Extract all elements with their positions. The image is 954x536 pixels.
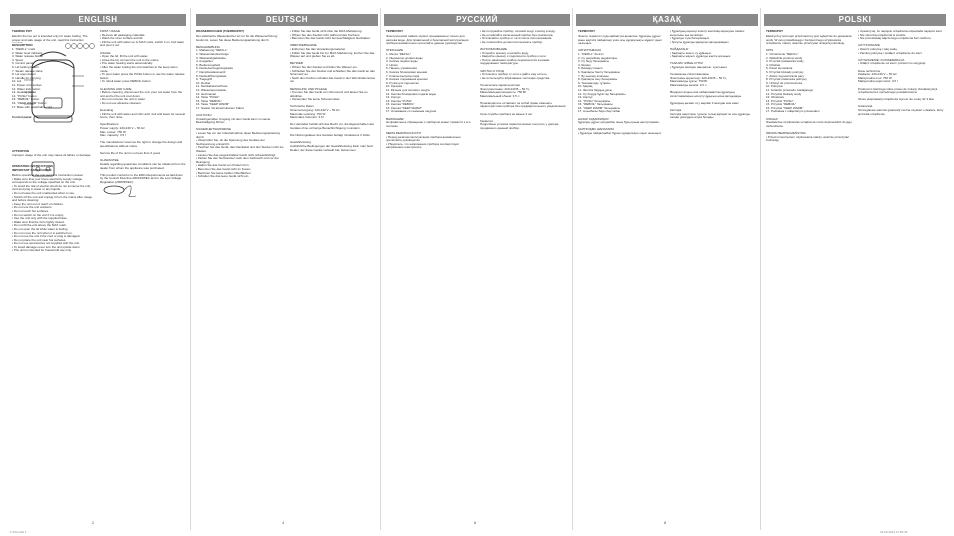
- page-divider: [760, 8, 761, 530]
- russian-body-col1: Электрический чайник-термос предназначен только для нагрева воды. Для правильной и безопасной эксплуатации прибора внимательно прочитайте данное руководство. ОПИСАНИЕ 1. Метка "REFILL" 2. Индикатор уровня воды 3. Кнопка подачи воды 4. Носик 5. Панель управления 6. Кнопка блокировки крышки 7. Клапан выпуска пара 8. Кнопка открывания крышки 9. Ручка для переноски 10. Крышка 11. Разъем для сетевого шнура 12. Кнопка блокировки подачи воды 13. Корпус 14. Кнопка "PUSH" 15. Кнопка "REBOIL" 16. Кнопка "KEEP WARM" 17. Основание со съемным шнуром ВНИМАНИЕ! Неправильное обращение с прибором может привести к его поломке. МЕРЫ БЕЗОПАСНОСТИ • Перед началом эксплуатации прибора внимательно прочитайте руководство. • Убедитесь, что напряжение прибора соответствует напряжению электросети.: [386, 35, 471, 150]
- header-deutsch: DEUTSCH: [196, 14, 378, 26]
- polski-body-col2: • Upewnij się, że napięcie urządzenia odpowiada napięciu sieci. • Nie zanurzaj urządzenia w wodzie. • Nie pozostawiaj włączonego urządzenia bez nadzoru. UŻYTKOWANIE • Otwórz pokrywę i wlej wodę. • Zamknij pokrywę i podłącz urządzenie do sieci. CZYSZCZENIE I KONSERWACJA • Odłącz urządzenie od sieci i pozwól mu ostygnąć. Dane techniczne Zasilanie: 220-240 V ~ 50 Hz Maksymalna moc: 750 W Maksymalna pojemność: 3,5 l Producent zastrzega sobie prawo do zmiany charakterystyk urządzenia bez uprzedniego powiadomienia. Okres eksploatacji urządzenia wynosi nie mniej niż 3 lata Gwarancja Szczegółowe warunki gwarancji można uzyskać u dealera, który sprzedał urządzenie.: [858, 30, 944, 116]
- page-divider: [572, 8, 573, 530]
- english-description-title: DESCRIPTION: [12, 44, 33, 47]
- english-body-col2: FIRST USAGE • Remove all packaging materials. • Wash the inner surface and lid. • Fill the unit with water up to MAX mark, switch it on, boil water and pour it out. USAGE • Open the lid, fill the unit with water. • Close the lid, connect the unit to the mains. • The water heating starts automatically. • After the water boiling the unit switches to the keep warm mode. • To pour water press the PUSH button or use the water release button. • To reboil water press REBOIL button. CLEANING AND CARE • Before cleaning, disconnect the unit, pour out water from the unit and let the unit cool down. • Do not immerse the unit in water. • Do not use abrasive cleaners. Descaling • Fill the unit with water and citric acid, boil and leave for several hours, then rinse. Specifications Power supply: 220-240 V ~ 50 Hz Max. power: 750 W Max. capacity: 3.5 l The manufacturer reserves the right to change the design and specifications without notice. Service life of the unit is not less than 3 years GUARANTEE Details regarding guarantee conditions can be obtained from the dealer from whom the appliance was purchased. This product conforms to the EMC-Requirements as laid down by the Council Directive 2004/108/EC and to the Low Voltage Regulation (2006/95/EC).: [100, 30, 186, 184]
- page-number: 2: [92, 520, 95, 525]
- page-divider: [380, 8, 381, 530]
- english-intro: Electric thermo pot is intended only for water boiling. The proper and safe usage of the unit, read this instruction: [12, 35, 88, 42]
- page-divider: [190, 8, 191, 530]
- english-attention-title: ATTENTION: [12, 150, 29, 153]
- page-number: 8: [664, 520, 667, 525]
- english-operating-title: OPERATING INSTRUCTIONS: [12, 165, 53, 168]
- polski-body-col1: Elektryczny termopot przeznaczony jest wyłącznie do gotowania wody. W celu prawidłowego i bezpiecznego użytkowania urządzenia, należy uważnie przeczytać niniejszą instrukcję. OPIS 1. Oznaczenie "REFILL" 2. Wskaźnik poziomu wody 3. Przycisk podawania wody 4. Dziobek 5. Panel sterowania 6. Przycisk blokady pokrywy 7. Zawór wypuszczania pary 8. Przycisk otwierania pokrywy 9. Uchwyt do przenoszenia 10. Pokrywa 11. Gniazdo przewodu zasilającego 12. Przycisk blokady wody 13. Obudowa 14. Przycisk "PUSH" 15. Przycisk "REBOIL" 16. Przycisk "KEEP WARM" 17. Podstawa z odłączanym przewodem UWAGA! Niewłaściwe użytkowanie urządzenia może doprowadzić do jego uszkodzenia. ŚRODKI BEZPIECZEŃSTWA • Przed rozpoczęciem użytkowania należy uważnie przeczytać instrukcję.: [766, 35, 852, 143]
- polski-title: TERMOPOT: [766, 30, 783, 33]
- header-english: ENGLISH: [10, 14, 186, 26]
- callout-numbers: [64, 40, 96, 60]
- english-control-title: Control panel: [12, 116, 32, 119]
- deutsch-body-col2: • Füllen Sie das Gerät nicht über die MAX-Markierung. • Öffnen Sie den Deckel nicht während des Kochens. • Benutzen Sie das Gerät nicht bei beschädigtem Netzkabel. INBETRIEBNAHME • Entfernen Sie das Verpackungsmaterial. • Füllen Sie das Gerät bis zur MAX-Markierung, kochen Sie das Wasser auf und gießen Sie es ab. BETRIEB • Öffnen Sie den Deckel und füllen Sie Wasser ein. • Schließen Sie den Deckel und schließen Sie das Gerät an das Stromnetz an. • Nach dem Kochen schaltet das Gerät in den Warmhaltemodus um. REINIGUNG UND PFLEGE • Trennen Sie das Gerät vom Stromnetz und lassen Sie es abkühlen. • Verwenden Sie keine Scheuermittel. Technische Daten Stromversorgung: 220-240 V ~ 50 Hz Maximale Leistung: 750 W Maximales Volumen: 3,5 l Der Hersteller behält sich das Recht vor, die Eigenschaften des Gerätes ohne vorherige Benachrichtigung zu ändern. Die Nutzungsdauer des Gerätes beträgt mindestens 3 Jahre Gewährleistung Ausführliche Bedingungen der Gewährleistung kann man beim Dealer, der diese Geräte verkauft hat, bekommen.: [290, 30, 375, 152]
- russian-title: ТЕРМОПОТ: [386, 30, 403, 33]
- footer-file-name: 1 004.indd 1: [10, 530, 27, 534]
- kazakh-body-col1: Электр термопот суды қайнатуға арналған. Құралды дұрыс және қауіпсіз пайдалану үшін осы нұсқаулықты мұқият оқып шығыңыз. СИПАТТАМАСЫ 1. "REFILL" белгісі 2. Су деңгейінің индикаторы 3. Су беру батырмасы 4. Шүмек 5. Басқару панелі 6. Қақпақты бекіту батырмасы 7. Бу шығару клапаны 8. Қақпақты ашу батырмасы 9. Тасымалдау тұтқасы 10. Қақпақ 11. Желілік баудың ұясы 12. Су беруді бұғаттау батырмасы 13. Корпус 14. "PUSH" батырмасы 15. "REBOIL" батырмасы 16. "KEEP WARM" батырмасы 17. Алынбалы бауы бар табан НАЗАР АУДАРЫҢЫЗ! Құралды дұрыс қолданбау оның бұзылуына әкелуі мүмкін. ҚАУІПСІЗДІК ШАРАЛАРЫ • Құралды пайдаланбас бұрын нұсқаулықты оқып шығыңыз.: [578, 35, 662, 136]
- header-polski: POLSKI: [764, 14, 946, 26]
- page-number: 6: [474, 520, 477, 525]
- russian-body-col2: • Не погружайте прибор, сетевой шнур и вилку в воду. • Не оставляйте включенный прибор без присмотра. • Отключайте прибор от сети после использования. • Не позволяйте детям использовать прибор. ИСПОЛЬЗОВАНИЕ • Откройте крышку и налейте воду. • Закройте крышку и подключите прибор к сети. • После закипания прибор переключится в режим поддержания температуры. ЧИСТКА И УХОД • Отключите прибор от сети и дайте ему остыть. • Не используйте абразивные чистящие средства. Технические характеристики Электропитание: 220-240 В ~ 50 Гц Максимальная мощность: 750 Вт Максимальный объем: 3,5 л Производитель оставляет за собой право изменять характеристики прибора без предварительного уведомления. Срок службы прибора не менее 3 лет Гарантия Подробные условия гарантии можно получить у дилера, продавшего данный прибор.: [480, 30, 567, 131]
- english-title: THERMO POT: [12, 30, 32, 33]
- english-description-items: 1. "REFILL" mark 2. Water level indicator 3. Water release button 4. Spout 5. Control panel 6. Lid locking button 7. Steam release valve 8. Lid open button 9. Handle for carrying 10. Lid 11. Power cord socket 12. Water lock button 13. Heating jacket 14. "PUSH" button 15. "REBOIL" button 16. "KEEP WARM" button 17. Base with detachable cord: [12, 48, 53, 109]
- deutsch-title: WASSERKOCHER (THERMOPOT): [196, 30, 244, 33]
- english-body-col1: Before operating the unit read this instruction manual. • Make sure that your home electricity supply voltage corresponds to the voltage specified on the unit. • To avoid the risk of electric shock do not immerse the unit, cord and plug in water or any liquids. • Do not leave the unit unattended when in use. • Switch off the unit and unplug it from the mains after usage and before cleaning. • Keep the unit out of reach of children. • Do not use the unit outdoors. • Do not touch hot surfaces. • Do not switch on the unit if it is empty. • Use the unit only with the supplied base. • Make sure that the lid is tightly closed. • Do not fill the unit above the MAX mark. • Do not open the lid while water is boiling. • Do not move the unit when it is switched on. • Do not use the unit if the cord or plug is damaged. • Do not place the unit near hot surfaces. • Do not use accessories not supplied with the unit. • To avoid damage never turn the unit upside down. • The unit is intended for household use only.: [12, 174, 93, 253]
- header-kazakh: ҚАЗАҚ: [576, 14, 758, 26]
- footer-timestamp: 23.09.2013 11:59:44: [880, 530, 908, 534]
- english-attention-text: Improper usage of the unit may cause its failure or damage.: [12, 154, 92, 157]
- kazakh-title: ТЕРМОПОТ: [578, 30, 595, 33]
- english-important-title: IMPORTANT SAFEGUARDS: [12, 169, 52, 172]
- header-russian: РУССКИЙ: [384, 14, 570, 26]
- page-number: 4: [282, 520, 285, 525]
- deutsch-body-col1: Der elektrische Wasserkocher ist nur für die Wassererhitzung bestimmt. Lesen Sie diese Bedienungsanleitung durch. BESCHREIBUNG 1. Markierung "REFILL" 2. Wasserstandsanzeige 3. Wasserabgabetaste 4. Ausgießer 5. Bedienungsfeld 6. Deckelverriegelungstaste 7. Dampfauslassventil 8. Deckelöffnungstaste 9. Tragegriff 10. Deckel 11. Netzkabelanschluss 12. Wassersperretaste 13. Heizmantel 14. Taste "PUSH" 15. Taste "REBOIL" 16. Taste "KEEP WARM" 17. Sockel mit abnehmbarem Kabel ACHTUNG! Unsachgemäßer Umgang mit dem Gerät kann zu seiner Beschädigung führen. SICHERHEITSHINWEISE • Lesen Sie vor der Inbetriebnahme diese Bedienungsanleitung durch. • Überprüfen Sie, ob die Spannung des Gerätes der Netzspannung entspricht. • Tauchen Sie das Gerät, das Netzkabel und den Stecker nicht ins Wasser. • Lassen Sie das eingeschaltete Gerät nicht unbeaufsichtigt. • Ziehen Sie den Netzstecker nach dem Gebrauch und vor der Reinigung. • Halten Sie das Gerät von Kindern fern. • Benutzen Sie das Gerät nicht im Freien. • Berühren Sie keine heißen Oberflächen. • Schalten Sie das leere Gerät nicht ein.: [196, 35, 284, 179]
- kazakh-body-col2: • Құралдың кернеуі электр желісінің кернеуіне сәйкес келетініне көз жеткізіңіз. • Құралды суға батырмаңыз. • Қосулы құралды қараусыз қалдырмаңыз. ПАЙДАЛАНУ • Қақпақты ашып, су құйыңыз. • Қақпақты жауып, құралды желіге қосыңыз. ТАЗАЛАУ ЖӘНЕ КҮТІМ • Құралды желіден ажыратып, суытыңыз. Техникалық сипаттамалары Электрмен қоректену: 220-240 В ~ 50 Гц Максималды қуаты: 750 Вт Максималды көлемі: 3,5 л Өндіруші алдын ала хабарламастан құралдың сипаттамаларын өзгерту құқығын өзіне қалдырады. Құралдың қызмет ету мерзімі 3 жылдан кем емес Кепілдік Кепілдік шарттары туралы толық ақпаратты осы құралды сатқан дилерден алуға болады.: [670, 30, 750, 120]
